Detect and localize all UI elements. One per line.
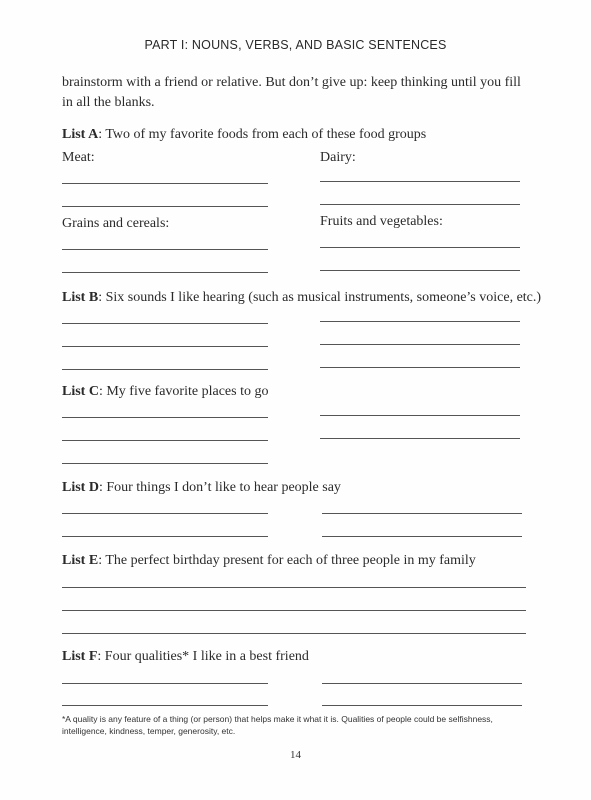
list-f-letter: List F <box>62 649 98 664</box>
grains-label: Grains and cereals: <box>62 216 170 231</box>
footnote: *A quality is any feature of a thing (or person) that helps make it what it is. Qualities of people could be selfishness, intelligence, kindness, temper, generosity, etc. <box>62 714 493 736</box>
answer-line[interactable] <box>62 417 268 418</box>
answer-line[interactable] <box>320 181 520 182</box>
answer-line[interactable] <box>62 463 268 464</box>
answer-line[interactable] <box>62 633 526 634</box>
meat-label: Meat: <box>62 150 95 165</box>
answer-line[interactable] <box>320 367 520 368</box>
answer-line[interactable] <box>62 272 268 273</box>
answer-line[interactable] <box>320 247 520 248</box>
list-c-heading <box>62 384 268 400</box>
list-a-letter: List A <box>62 127 99 142</box>
answer-line[interactable] <box>322 536 522 537</box>
list-c-prompt: : My five favorite places to go <box>98 384 269 399</box>
answer-line[interactable] <box>62 183 268 184</box>
answer-line[interactable] <box>322 705 522 706</box>
answer-line[interactable] <box>320 204 520 205</box>
dairy-label: Dairy: <box>320 150 356 165</box>
answer-line[interactable] <box>62 440 268 441</box>
list-e-letter: List E <box>62 553 99 568</box>
list-e-prompt: : The perfect birthday present for each of three people in my family <box>98 553 476 568</box>
answer-line[interactable] <box>322 683 522 684</box>
answer-line[interactable] <box>320 270 520 271</box>
page-header: PART I: NOUNS, VERBS, AND BASIC SENTENCES <box>144 38 447 52</box>
answer-line[interactable] <box>320 438 520 439</box>
answer-line[interactable] <box>62 346 268 347</box>
answer-line[interactable] <box>62 587 526 588</box>
answer-line[interactable] <box>62 249 268 250</box>
list-c-letter: List C <box>62 384 99 399</box>
answer-line[interactable] <box>320 344 520 345</box>
list-f-heading <box>62 649 309 665</box>
list-f-prompt: : Four qualities* I like in a best friend <box>97 649 309 664</box>
list-d-letter: List D <box>62 480 99 495</box>
list-b-prompt: : Six sounds I like hearing (such as musical instruments, someone’s voice, etc.) <box>98 290 542 305</box>
list-b-letter: List B <box>62 290 99 305</box>
answer-line[interactable] <box>62 683 268 684</box>
list-d-heading <box>62 480 341 496</box>
answer-line[interactable] <box>320 321 520 322</box>
answer-line[interactable] <box>62 536 268 537</box>
list-b-heading <box>62 290 541 306</box>
fruits-label: Fruits and vegetables: <box>320 214 443 229</box>
list-e-heading <box>62 553 476 569</box>
answer-line[interactable] <box>62 705 268 706</box>
answer-line[interactable] <box>62 513 268 514</box>
answer-line[interactable] <box>320 415 520 416</box>
answer-line[interactable] <box>322 513 522 514</box>
answer-line[interactable] <box>62 369 268 370</box>
answer-line[interactable] <box>62 206 268 207</box>
answer-line[interactable] <box>62 610 526 611</box>
list-a-prompt: : Two of my favorite foods from each of these food groups <box>98 127 427 142</box>
page-number: 14 <box>290 749 301 761</box>
answer-line[interactable] <box>62 323 268 324</box>
list-d-prompt: : Four things I don’t like to hear people say <box>98 480 341 495</box>
list-a-heading <box>62 127 426 143</box>
intro-paragraph: brainstorm with a friend or relative. But don’t give up: keep thinking until you fill in all the blanks. <box>62 75 521 110</box>
